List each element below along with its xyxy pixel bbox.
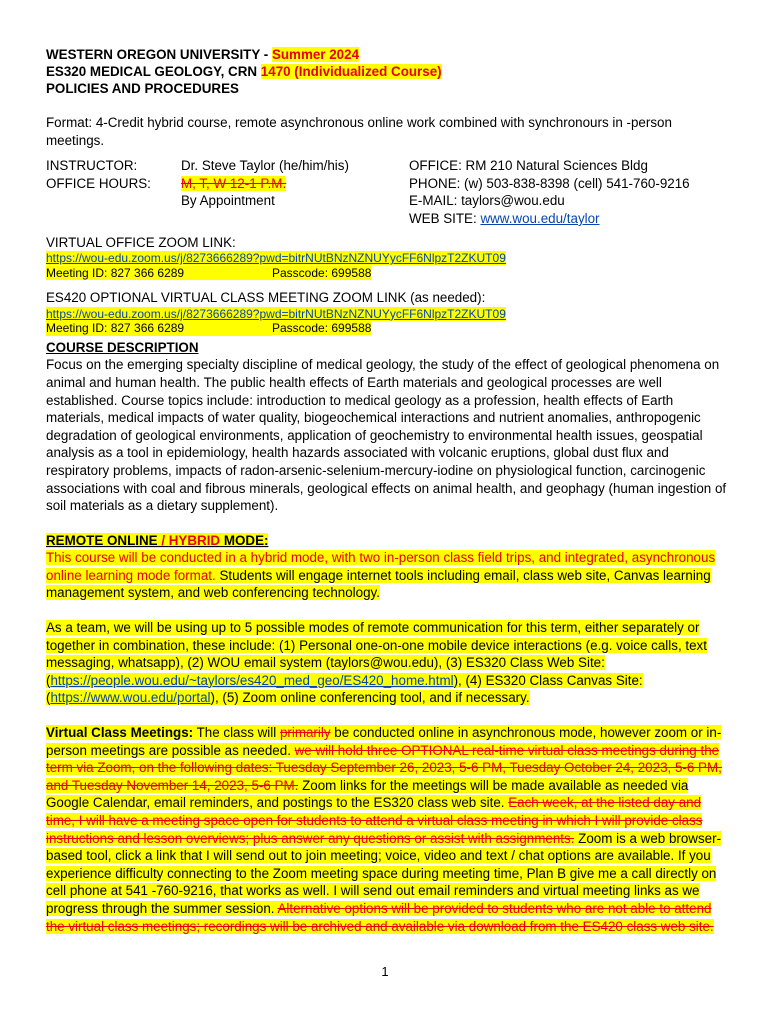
page-number: 1 <box>381 964 389 979</box>
instructor-label: INSTRUCTOR: <box>46 158 138 174</box>
remote-para1-black: Students will engage internet tools including email, class web site, Canvas learning management system, and web conferencing technology. <box>46 567 711 601</box>
remote-mode-section <box>46 532 730 707</box>
phone-numbers: PHONE: (w) 503-838-8398 (cell) 541-760-9216 <box>409 175 690 191</box>
website-link[interactable]: www.wou.edu/taylor <box>480 210 600 226</box>
optional-class-zoom-link[interactable]: https://wou-edu.zoom.us/j/8273666289?pwd=bitrNUtBNzNZNUYycFF6NlpzT2ZKUT09 <box>46 306 506 321</box>
optional-class-passcode: Passcode: 699588 <box>272 321 372 336</box>
remote-title-sep: / <box>157 532 169 548</box>
remote-title-a: REMOTE ONLINE <box>46 532 158 548</box>
crn-label: 1470 (Individualized Course) <box>260 64 442 79</box>
vm-text-4: Zoom is a web browser-based tool, click a link that I will send out to join meeting; voice, video and text / chat options are available. If you experience difficulty connecting to the Zoom meeting space during meeting time, Plan B give me a call directly on cell phone at 541 -760-9216, that works as well. I will send out email reminders and virtual meeting links as we progress through the summer session. <box>46 830 722 916</box>
remote-para2-a: As a team, we will be using up to 5 possible modes of remote communication for this term, either separately or together in combination, these include: (1) Personal one-on-one mobile device interactions (e.g. voice calls, text messaging, whatsapp), (2) WOU email system (taylors@wou.edu), (3) ES320 Class Web Site: ( <box>46 620 707 688</box>
vm-struck-2: we will hold three OPTIONAL real-time virtual class meetings during the term via Zoom, on the following dates: Tuesday September 26, 2023, 5-6 PM, Tuesday October 24, 2023, 5-6 PM, and Tuesday November 14, 2023, 5-6 PM. <box>46 742 722 793</box>
vm-text-1: The class will <box>193 725 280 741</box>
document-header <box>46 46 730 97</box>
remote-para1-red: This course will be conducted in a hybrid mode, with two in-person class field trips, and integrated, asynchronous online learning mode format. <box>46 550 716 583</box>
virtual-meetings-section <box>46 724 730 935</box>
email-address: E-MAIL: taylors@wou.edu <box>409 193 565 209</box>
vm-text-3: Zoom links for the meetings will be made available as needed via Google Calendar, email reminders, and postings to the ES320 class web site. <box>46 777 689 811</box>
university-name: WESTERN OREGON UNIVERSITY - <box>46 47 272 62</box>
remote-title-b: HYBRID <box>168 532 221 548</box>
remote-title-c: MODE: <box>220 532 269 548</box>
office-location: OFFICE: RM 210 Natural Sciences Bldg <box>409 158 648 174</box>
course-name: ES320 MEDICAL GEOLOGY, CRN <box>46 64 261 79</box>
optional-class-title: ES420 OPTIONAL VIRTUAL CLASS MEETING ZOOM LINK (as needed): <box>46 290 486 306</box>
course-description-body: Focus on the emerging specialty discipline of medical geology, the study of the effect of geological phenomena on animal and human health. The public health effects of Earth materials and geological processes are well established. Course topics include: introduction to medical geology as a profession, health effects of Earth materials, medical impacts of water quality, biogeochemical interactions and nutrient anomalies, anthropogenic degradation of geological environments, application of geochemistry to environmental health issues, geospatial analysis as a tool in epidemiology, health hazards associated with volcanic eruptions, global dust flux and respiratory problems, impacts of radon-arsenic-selenium-mercury-iodine on physiological function, carcinogenic associations with coal and fibrous minerals, geological effects on animal health, and geophagy (human ingestion of soil materials as a dietary supplement). <box>46 357 727 514</box>
course-description-title: COURSE DESCRIPTION <box>46 339 199 355</box>
office-hours-label: OFFICE HOURS: <box>46 175 151 191</box>
virtual-office-title: VIRTUAL OFFICE ZOOM LINK: <box>46 234 236 250</box>
vm-text-2: be conducted online in asynchronous mode, however zoom or in-person meetings are possible as needed. <box>46 725 722 758</box>
virtual-office-zoom-link[interactable]: https://wou-edu.zoom.us/j/8273666289?pwd=bitrNUtBNzNZNUYycFF6NlpzT2ZKUT09 <box>46 251 506 266</box>
document-title: POLICIES AND PROCEDURES <box>46 81 239 96</box>
virtual-office-passcode: Passcode: 699588 <box>272 265 372 280</box>
term-label: Summer 2024 <box>271 47 360 62</box>
remote-para2-b: ), (4) ES320 Class Canvas Site: ( <box>46 672 643 706</box>
remote-para2-c: ), (5) Zoom online conferencing tool, and if necessary. <box>210 690 530 706</box>
class-website-link[interactable]: https://people.wou.edu/~taylors/es420_med_geo/ES420_home.html <box>50 672 454 688</box>
format-text: Format: 4-Credit hybrid course, remote asynchronous online work combined with synchronours in -person meetings. <box>46 115 672 148</box>
optional-class-block <box>46 289 730 336</box>
optional-class-meeting-id: Meeting ID: 827 366 6289 <box>46 321 272 336</box>
contact-info <box>46 157 730 227</box>
vm-struck-4: Alternative options will be provided to students who are not able to attend the virtual class meetings; recordings will be archived and available via download from the ES420 class web site. <box>46 900 714 934</box>
virtual-office-block <box>46 234 730 281</box>
instructor-name: Dr. Steve Taylor (he/him/his) <box>181 158 349 174</box>
vm-struck-1: primarily <box>279 725 331 741</box>
virtual-office-meeting-id: Meeting ID: 827 366 6289 <box>46 266 272 281</box>
appointment-text: By Appointment <box>181 193 275 209</box>
course-description-section <box>46 339 730 515</box>
vm-struck-3: Each week, at the listed day and time, I will have a meeting space open for students to attend a virtual class meeting in which I will provide class instructions and lesson overviews; plus answer any questions or assist with assignments. <box>46 795 703 846</box>
virtual-meetings-title: Virtual Class Meetings: <box>46 725 194 741</box>
website-label: WEB SITE: <box>409 210 481 226</box>
document-page <box>46 46 730 935</box>
office-hours-struck: M, T, W 12-1 P.M. <box>181 175 287 191</box>
canvas-link[interactable]: https://www.wou.edu/portal <box>50 690 211 706</box>
